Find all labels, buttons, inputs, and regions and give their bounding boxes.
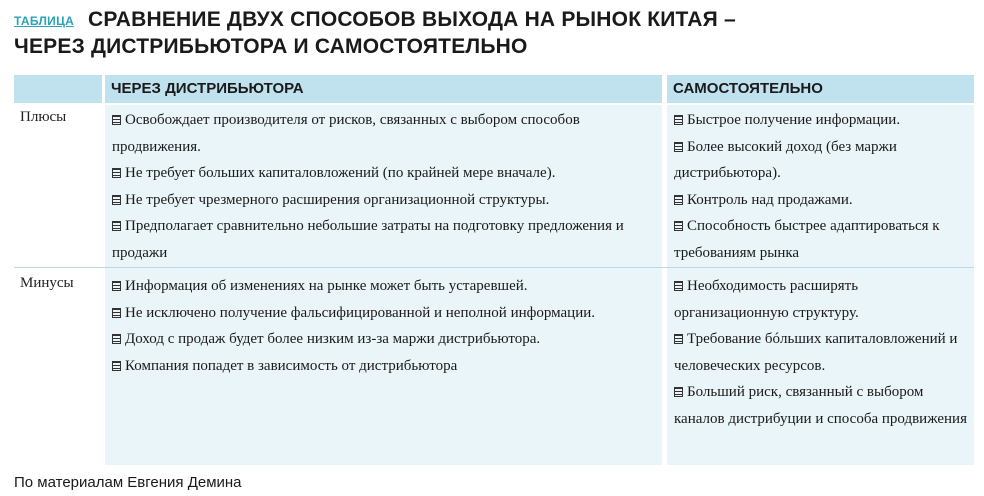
list-item: Необходимость расширять организационную структуру. — [674, 278, 859, 321]
cons-distributor-list — [112, 273, 660, 379]
list-item: Требование бóльших капиталовложений и человеческих ресурсов. — [674, 331, 958, 374]
bullet-icon — [112, 221, 121, 231]
list-item: Не требует больших капиталовложений (по крайней мере вначале). — [112, 160, 660, 187]
page-title — [14, 6, 974, 60]
list-item: Более высокий доход (без маржи дистрибьютора). — [674, 138, 897, 181]
row-label-cons: Минусы — [20, 275, 74, 291]
table-tag: ТАБЛИЦА — [14, 14, 75, 28]
source-credit: По материалам Евгения Демина — [14, 474, 242, 491]
bullet-icon — [112, 168, 121, 178]
bullet-icon — [674, 221, 683, 231]
cons-independent-list — [674, 273, 970, 432]
bullet-icon — [674, 195, 683, 205]
list-item: Не исключено получение фальсифицированной и неполной информации. — [112, 300, 660, 327]
comparison-table — [14, 75, 974, 465]
bullet-icon — [674, 281, 683, 291]
bullet-icon — [112, 308, 121, 318]
title-block — [14, 6, 974, 60]
list-item: Предполагает сравнительно небольшие затраты на подготовку предложения и продажи — [112, 218, 624, 261]
row-label-pros: Плюсы — [20, 109, 67, 125]
bullet-icon — [112, 334, 121, 344]
bullet-icon — [112, 281, 121, 291]
list-item: Быстрое получение информации. — [674, 107, 970, 134]
header-empty-cell — [14, 75, 102, 103]
list-item: Не требует чрезмерного расширения организационной структуры. — [112, 187, 660, 214]
header-independent-label: САМОСТОЯТЕЛЬНО — [673, 80, 823, 97]
bullet-icon — [674, 142, 683, 152]
list-item: Контроль над продажами. — [674, 187, 970, 214]
list-item: Способность быстрее адаптироваться к требованиям рынка — [674, 218, 940, 261]
list-item: Больший риск, связанный с выбором каналов дистрибуции и способа продвижения — [674, 384, 967, 427]
pros-independent-list — [674, 107, 970, 266]
title-line-2: ЧЕРЕЗ ДИСТРИБЬЮТОРА И САМОСТОЯТЕЛЬНО — [14, 35, 528, 58]
list-item: Информация об изменениях на рынке может быть устаревшей. — [112, 273, 660, 300]
pros-distributor-list — [112, 107, 660, 266]
header-distributor-label: ЧЕРЕЗ ДИСТРИБЬЮТОРА — [111, 80, 304, 97]
bullet-icon — [112, 115, 121, 125]
header-distributor — [105, 75, 662, 103]
list-item: Освобождает производителя от рисков, связанных с выбором способов продвижения. — [112, 112, 580, 155]
header-independent — [667, 75, 974, 103]
row-separator — [14, 267, 974, 268]
bullet-icon — [674, 387, 683, 397]
list-item: Компания попадет в зависимость от дистрибьютора — [112, 353, 660, 380]
bullet-icon — [112, 195, 121, 205]
bullet-icon — [674, 115, 683, 125]
title-line-1: СРАВНЕНИЕ ДВУХ СПОСОБОВ ВЫХОДА НА РЫНОК КИТАЯ – — [88, 8, 736, 31]
bullet-icon — [112, 361, 121, 371]
list-item: Доход с продаж будет более низким из-за маржи дистрибьютора. — [112, 326, 660, 353]
bullet-icon — [674, 334, 683, 344]
